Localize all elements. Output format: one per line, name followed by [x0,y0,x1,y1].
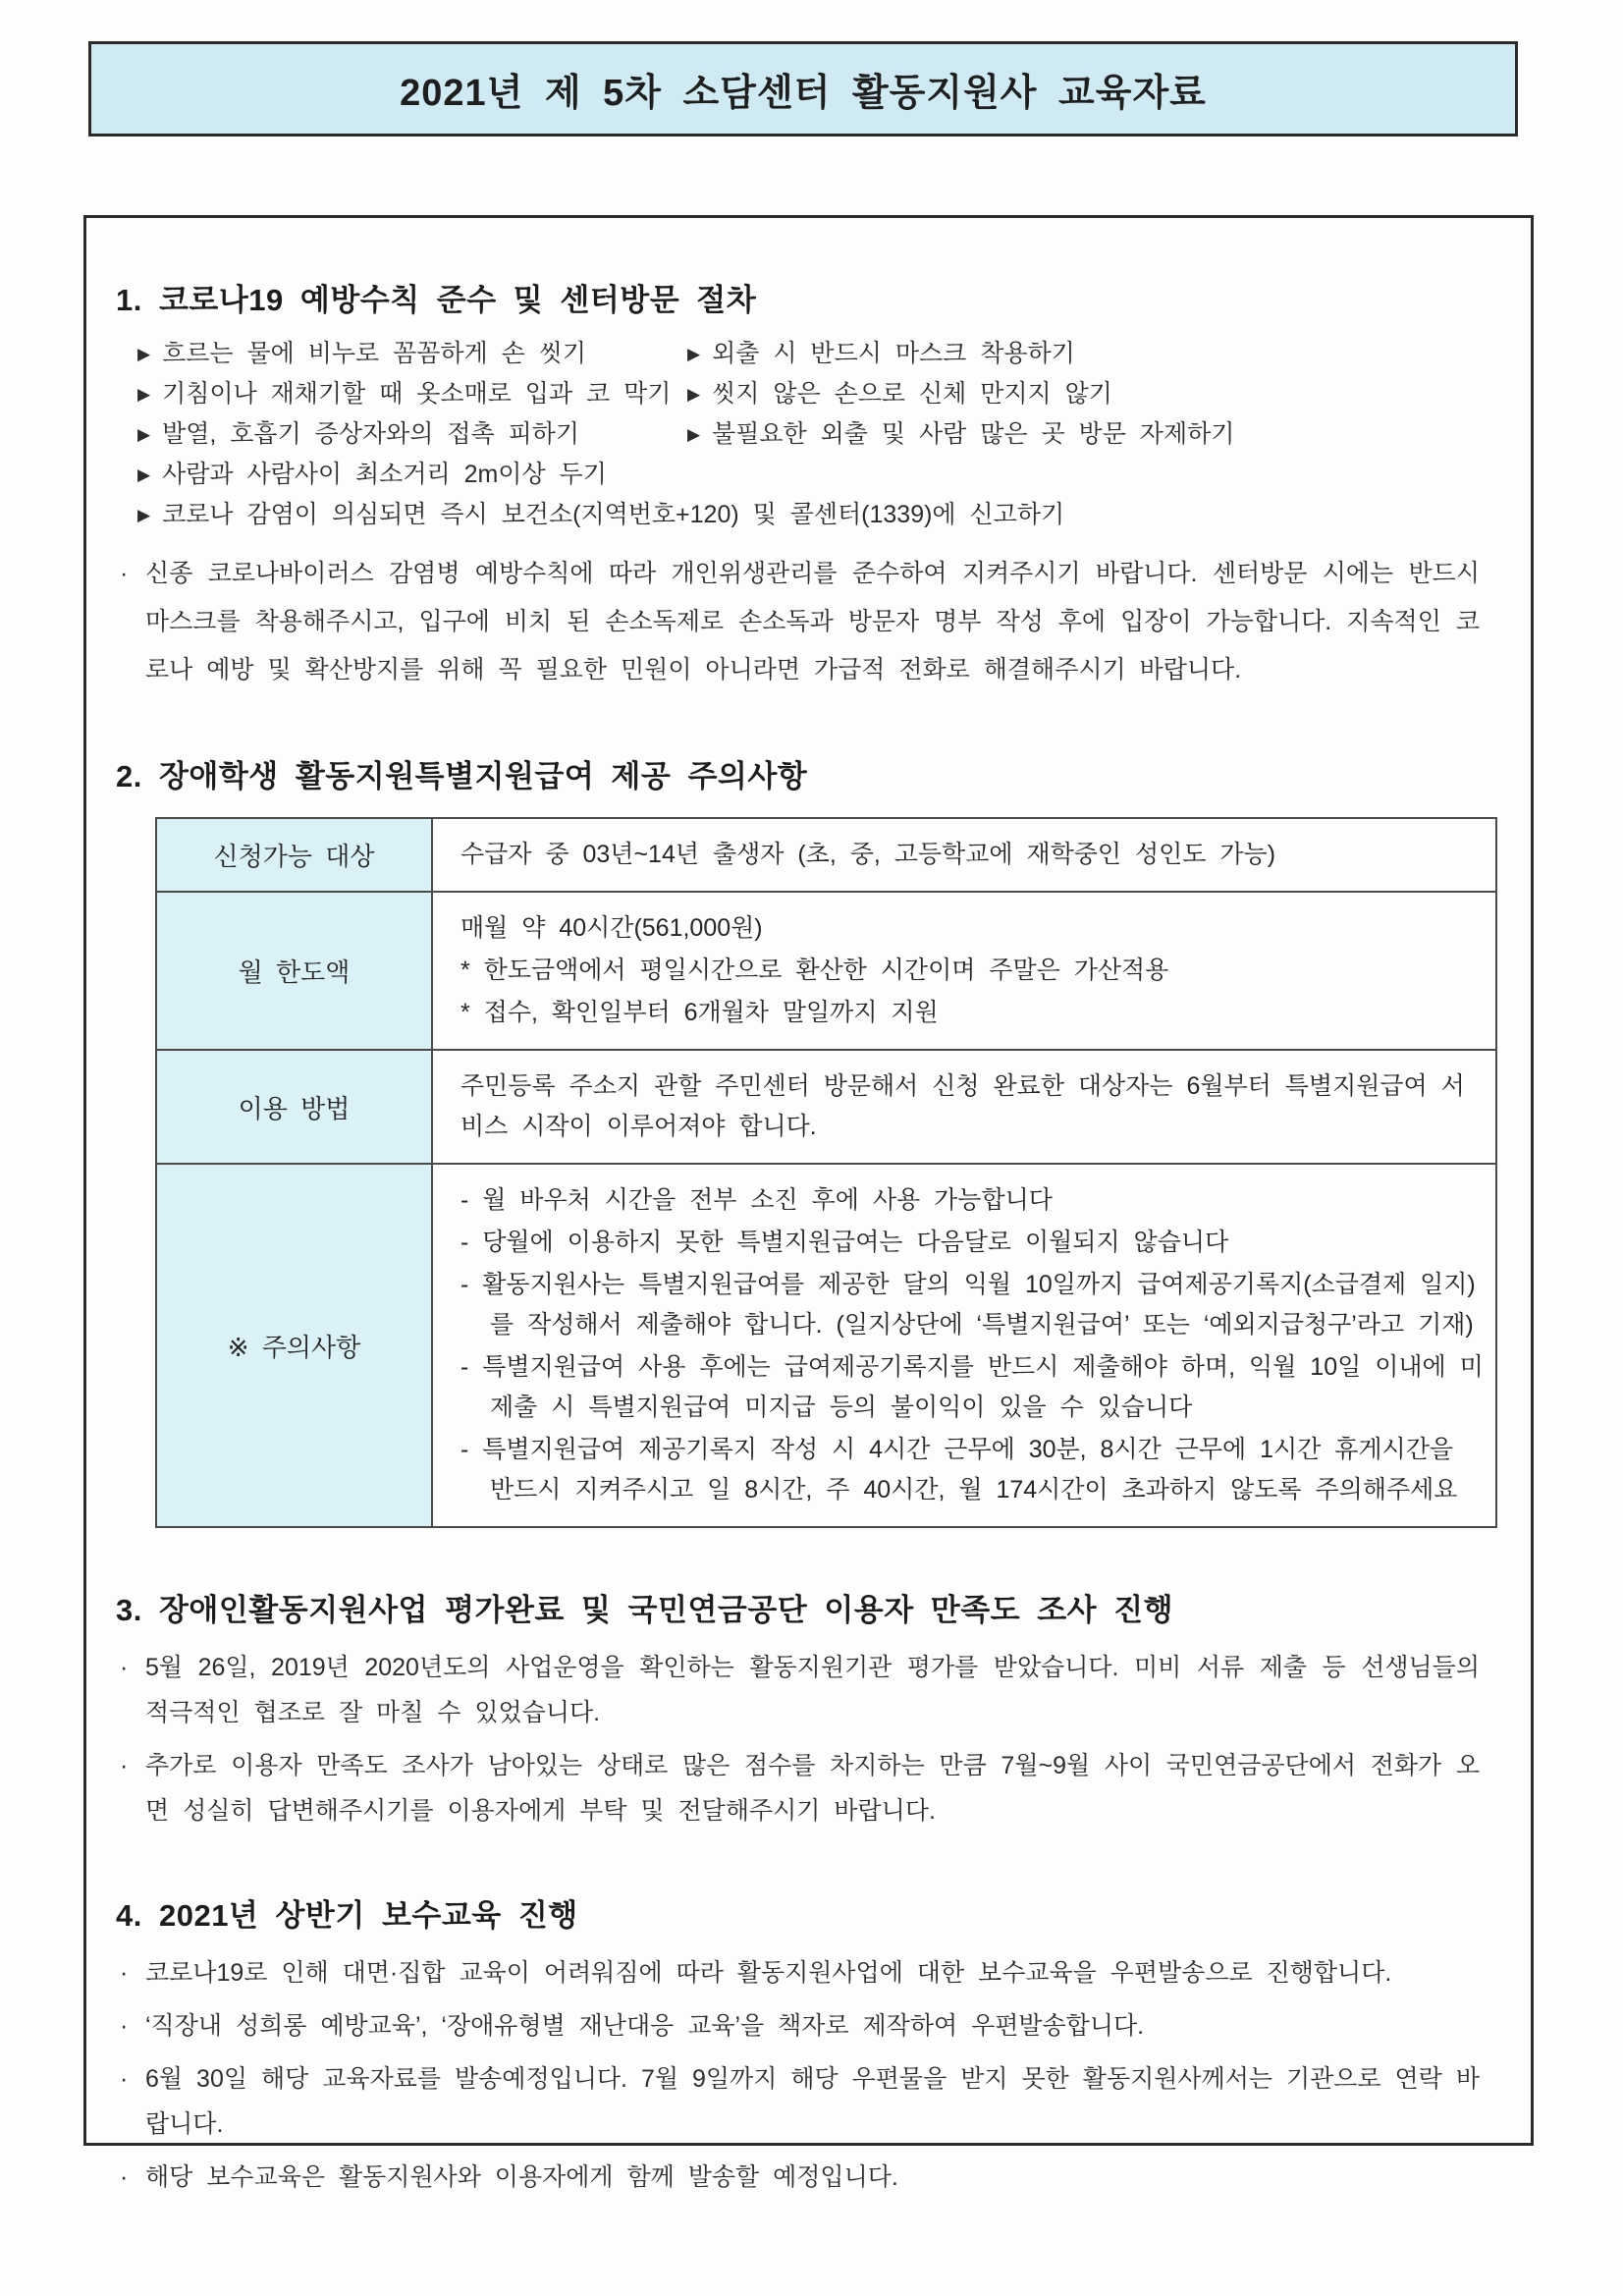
triangle-bullet-icon: ▶ [687,385,701,404]
paragraph-text: 5월 26일, 2019년 2020년도의 사업운영을 확인하는 활동지원기관 평가를 받았습니다. 미비 서류 제출 등 선생님들의 적극적인 협조로 잘 마칠 수 있었습니다. [145,1654,1480,1726]
row-content [432,1050,1496,1164]
row-content [432,1164,1496,1527]
triangle-bullet-icon: ▶ [137,385,151,404]
dot-bullet-icon: · [120,1654,129,1681]
paragraph [120,1950,1480,1995]
list-item [687,375,1480,415]
paragraph [120,2003,1480,2049]
row-line: 매월 약 40시간(561,000원) [460,914,763,942]
table-row [156,1164,1496,1527]
list-item-text: 기침이나 재채기할 때 옷소매로 입과 코 막기 [162,380,672,408]
list-item [137,415,687,456]
row-line: 수급자 중 03년~14년 출생자 (초, 중, 고등학교에 재학중인 성인도 가능) [460,841,1276,868]
row-line: * 한도금액에서 평일시간으로 환산한 시간이며 주말은 가산적용 [460,957,1169,984]
content-frame [83,215,1534,2191]
paragraph-text: 코로나19로 인해 대면·집합 교육이 어려워짐에 따라 활동지원사업에 대한 보수교육을 우편발송으로 진행합니다. [145,1959,1392,1987]
paragraph [120,1645,1480,1735]
paragraph [120,2056,1480,2147]
covid-note-paragraph [120,550,1480,694]
paragraph [120,2155,1480,2200]
list-row [137,496,1480,536]
dot-bullet-icon: · [120,1752,129,1779]
table-row [156,892,1496,1050]
section-1-heading: 1. 코로나19 예방수칙 준수 및 센터방문 절차 [116,283,757,317]
list-row [137,335,1480,375]
list-item-text: 코로나 감염이 의심되면 즉시 보건소(지역번호+120) 및 콜센터(1339)에 신고하기 [162,501,1065,528]
list-item [687,415,1480,456]
row-content [432,818,1496,892]
dot-bullet-icon: · [120,560,129,587]
list-row [137,415,1480,456]
page-title: 2021년 제 5차 소담센터 활동지원사 교육자료 [400,73,1207,114]
list-item-text: 씻지 않은 손으로 신체 만지지 않기 [712,380,1112,408]
note-text: 신종 코로나바이러스 감염병 예방수칙에 따라 개인위생관리를 준수하여 지켜주시기 바랍니다. 센터방문 시에는 반드시 마스크를 착용해주시고, 입구에 비치 된 손소독제로 손소독과 방문자 명부 작성 후에 입장이 가능합니다. 지속적인 코로나 예방 및 확산방지를 위해 꼭 필요한 민원이 아니라면 가급적 전화로 해결해주시기 바랍니다. [145,560,1480,683]
list-item-text: 흐르는 물에 비누로 꼼꼼하게 손 씻기 [162,340,587,367]
paragraph [120,1743,1480,1833]
triangle-bullet-icon: ▶ [137,425,151,444]
triangle-bullet-icon: ▶ [137,465,151,484]
row-label: 월 한도액 [156,892,432,1050]
list-item [137,496,1064,536]
list-item-text: 사람과 사람사이 최소거리 2m이상 두기 [162,461,607,488]
dot-bullet-icon: · [120,1959,129,1987]
triangle-bullet-icon: ▶ [137,345,151,363]
row-line: - 월 바우처 시간을 전부 소진 후에 사용 가능합니다 [460,1186,1053,1214]
section-2-heading: 2. 장애학생 활동지원특별지원급여 제공 주의사항 [116,759,808,793]
dot-bullet-icon: · [120,2163,129,2191]
list-row [137,375,1480,415]
triangle-bullet-icon: ▶ [687,345,701,363]
dot-bullet-icon: · [120,2012,129,2040]
row-line: - 특별지원급여 사용 후에는 급여제공기록지를 반드시 제출해야 하며, 익월 10일 이내에 미제출 시 특별지원급여 미지급 등의 불이익이 있을 수 있습니다 [460,1353,1484,1421]
list-item [687,335,1480,375]
list-item-text: 불필요한 외출 및 사람 많은 곳 방문 자제하기 [712,420,1235,448]
row-label: ※ 주의사항 [156,1164,432,1527]
table-row [156,1050,1496,1164]
list-item-text: 발열, 호흡기 증상자와의 접촉 피하기 [162,420,580,448]
row-line: - 당월에 이용하지 못한 특별지원급여는 다음달로 이월되지 않습니다 [460,1229,1229,1256]
dot-bullet-icon: · [120,2065,129,2093]
row-line: - 특별지원급여 제공기록지 작성 시 4시간 근무에 30분, 8시간 근무에 1시간 휴게시간을 반드시 지켜주시고 일 8시간, 주 40시간, 월 174시간이 초과하지 않도록 주의해주세요 [460,1436,1458,1503]
triangle-bullet-icon: ▶ [687,425,701,444]
row-label: 이용 방법 [156,1050,432,1164]
section-special-benefit [116,751,1484,1528]
row-line: * 접수, 확인일부터 6개월차 말일까지 지원 [460,999,939,1026]
paragraph-text: ‘직장내 성희롱 예방교육’, ‘장애유형별 재난대응 교육’을 책자로 제작하여 우편발송합니다. [145,2012,1145,2040]
section-evaluation-survey [116,1585,1480,1833]
row-label: 신청가능 대상 [156,818,432,892]
list-row [137,456,1480,496]
row-content [432,892,1496,1050]
paragraph-text: 해당 보수교육은 활동지원사와 이용자에게 함께 발송할 예정입니다. [145,2163,898,2191]
paragraph-text: 6월 30일 해당 교육자료를 발송예정입니다. 7월 9일까지 해당 우편물을 받지 못한 활동지원사께서는 기관으로 연락 바랍니다. [145,2065,1480,2138]
section-covid-rules [116,275,1480,694]
list-item [137,375,687,415]
covid-bullet-list [137,335,1480,536]
table-row [156,818,1496,892]
list-item [137,456,607,496]
section-refresher-training [116,1890,1480,2200]
triangle-bullet-icon: ▶ [137,506,151,524]
info-table [155,817,1497,1528]
list-item-text: 외출 시 반드시 마스크 착용하기 [712,340,1075,367]
row-line: 주민등록 주소지 관할 주민센터 방문해서 신청 완료한 대상자는 6월부터 특별지원급여 서비스 시작이 이루어져야 합니다. [460,1072,1465,1140]
paragraph-text: 추가로 이용자 만족도 조사가 남아있는 상태로 많은 점수를 차지하는 만큼 7월~9월 사이 국민연금공단에서 전화가 오면 성실히 답변해주시기를 이용자에게 부탁 및 전달해주시기 바랍니다. [145,1752,1480,1825]
section-4-heading: 4. 2021년 상반기 보수교육 진행 [116,1898,578,1933]
list-item [137,335,687,375]
row-line: - 활동지원사는 특별지원급여를 제공한 달의 익월 10일까지 급여제공기록지(소급결제 일지)를 작성해서 제출해야 합니다. (일지상단에 ‘특별지원급여’ 또는 ‘예외지급청구’라고 기재) [460,1271,1476,1339]
section-3-heading: 3. 장애인활동지원사업 평가완료 및 국민연금공단 이용자 만족도 조사 진행 [116,1593,1174,1627]
document-title-box [88,41,1518,137]
